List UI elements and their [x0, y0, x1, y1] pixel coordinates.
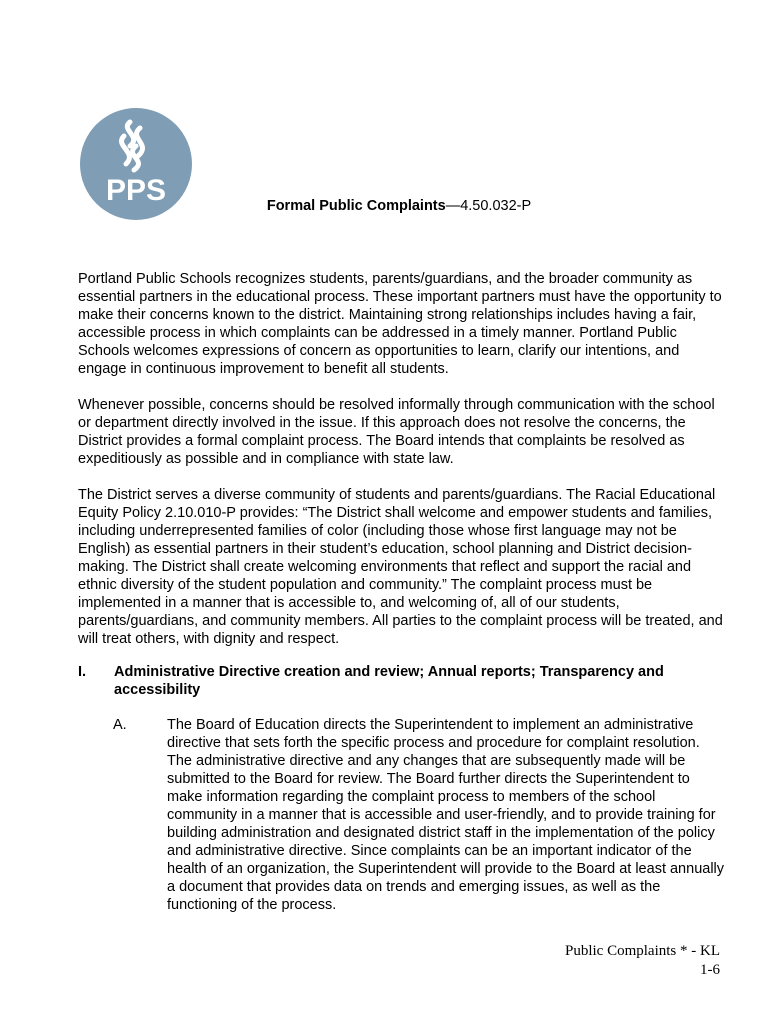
section-heading — [78, 663, 728, 699]
page-number: 1-6 — [700, 962, 720, 978]
paragraph-1: Portland Public Schools recognizes students, parents/guardians, and the broader community as essential partners in the educational process. These important partners must have the opportunity to make their concerns known to the district. Maintaining strong relationships includes having a fair, accessible process in which complaints can be addressed in a timely manner. Portland Public Schools welcomes expressions of concern as opportunities to learn, clarify our intentions, and engage in continuous improvement to benefit all students. — [78, 271, 722, 377]
subsection-text: The Board of Education directs the Superintendent to implement an administrative directive that sets forth the specific process and procedure for complaint resolution. The administrative directive and any changes that are subsequently made will be submitted to the Board for review. The Board further directs the Superintendent to make information regarding the complaint process to members of the school community in a manner that is accessible and user-friendly, and to provide training for building administration and designated district staff in the implementation of the policy and administrative directive. Since complaints can be an important indicator of the health of an organization, the Superintendent will provide to the Board at least annually a document that provides data on trends and emerging issues, as well as the functioning of the process. — [167, 717, 725, 913]
section-title: Administrative Directive creation and review; Annual reports; Transparency and accessibility — [114, 664, 664, 698]
footer-title: Public Complaints * - KL — [565, 943, 720, 959]
section-number: I. — [78, 664, 87, 680]
paragraph-3: The District serves a diverse community of students and parents/guardians. The Racial Educational Equity Policy 2.10.010-P provides: “The District shall welcome and empower students and families, including underrepresented families of color (including those whose first language may not be English) as essential partners in their student’s education, school planning and District decision-making. The District shall create welcoming environments that reflect and support the racial and ethnic diversity of the student population and community.” The complaint process must be implemented in a manner that is accessible to, and welcoming of, all of our students, parents/guardians, and community members. All parties to the complaint process will be treated, and will treat others, with dignity and respect. — [78, 487, 723, 647]
subsection-label: A. — [113, 717, 127, 733]
subsection-a — [113, 716, 728, 914]
page-footer — [565, 942, 720, 980]
intro-paragraphs — [78, 270, 728, 666]
document-title — [0, 198, 770, 214]
logo-text: PPS — [105, 174, 167, 207]
paragraph-2: Whenever possible, concerns should be resolved informally through communication with the school or department directly involved in the issue. If this approach does not resolve the concerns, the District provides a formal complaint process. The Board intends that complaints be resolved as expeditiously as possible and in compliance with state law. — [78, 397, 715, 467]
title-bold: Formal Public Complaints — [266, 198, 446, 214]
title-code: —4.50.032-P — [445, 198, 532, 214]
